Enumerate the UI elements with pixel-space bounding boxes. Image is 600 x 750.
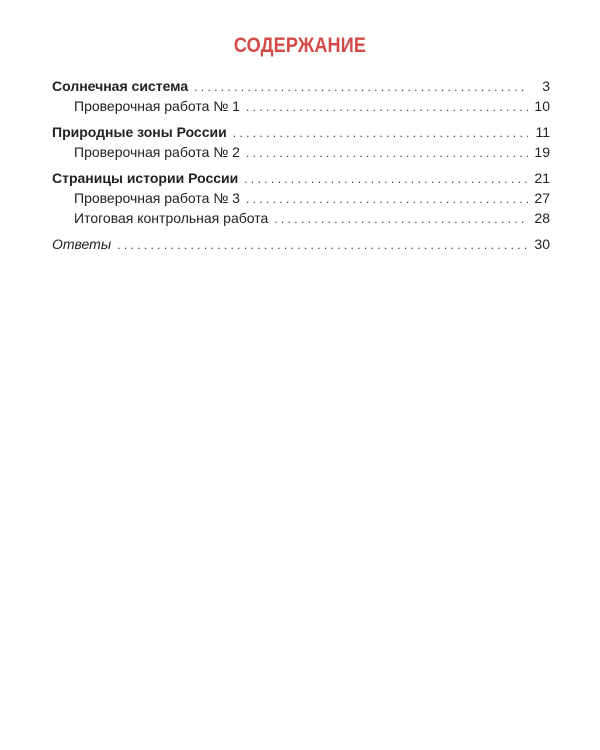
toc-entry-page: 11 bbox=[535, 124, 550, 140]
toc-entry-label: Ответы bbox=[52, 236, 112, 252]
toc-entry-page: 19 bbox=[534, 144, 550, 160]
toc-entry-solar-system bbox=[52, 76, 550, 96]
toc-entry-test-1 bbox=[52, 96, 550, 116]
dot-leader bbox=[117, 235, 528, 255]
toc-entry-page: 28 bbox=[534, 210, 550, 226]
toc-entry-final-test bbox=[52, 208, 550, 228]
dot-leader bbox=[194, 77, 528, 97]
toc-entry-label: Проверочная работа № 1 bbox=[74, 98, 240, 114]
toc-entry-label: Солнечная система bbox=[52, 78, 189, 94]
toc-entry-label: Природные зоны России bbox=[52, 124, 227, 140]
toc-entry-test-2 bbox=[52, 142, 550, 162]
dot-leader bbox=[233, 123, 528, 143]
dot-leader bbox=[274, 209, 528, 229]
toc-entry-label: Проверочная работа № 2 bbox=[74, 144, 240, 160]
toc-entry-natural-zones bbox=[52, 122, 550, 142]
dot-leader bbox=[246, 189, 528, 209]
toc-entry-page: 30 bbox=[534, 236, 550, 252]
dot-leader bbox=[244, 169, 528, 189]
toc-entry-page: 10 bbox=[534, 98, 550, 114]
toc-entry-page: 27 bbox=[534, 190, 550, 206]
toc-entry-test-3 bbox=[52, 188, 550, 208]
toc-entry-answers bbox=[52, 234, 550, 254]
toc-entry-page: 3 bbox=[542, 78, 550, 94]
toc-entry-history-pages bbox=[52, 168, 550, 188]
page-title: СОДЕРЖАНИЕ bbox=[233, 34, 367, 57]
toc-entry-label: Проверочная работа № 3 bbox=[74, 190, 240, 206]
dot-leader bbox=[246, 97, 528, 117]
dot-leader bbox=[246, 143, 528, 163]
table-of-contents bbox=[52, 76, 550, 254]
toc-entry-label: Итоговая контрольная работа bbox=[74, 210, 269, 226]
toc-entry-label: Страницы истории России bbox=[52, 170, 239, 186]
toc-entry-page: 21 bbox=[534, 170, 550, 186]
